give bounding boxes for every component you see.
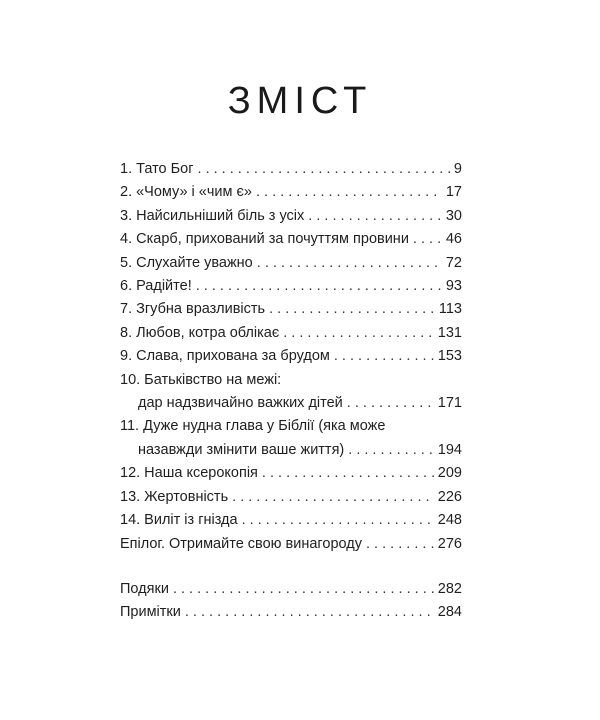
toc-entry-page: 282 <box>437 580 462 597</box>
toc-entry <box>120 275 462 298</box>
toc-entry-title: 9. Слава, прихована за брудом <box>120 348 330 365</box>
toc-entry-title: 14. Виліт із гнізда <box>120 512 238 529</box>
toc-entry <box>120 415 462 462</box>
toc-entry-page: 226 <box>437 488 462 505</box>
dot-leader <box>413 228 442 251</box>
toc-entry <box>120 345 462 368</box>
toc-entry <box>120 298 462 321</box>
toc-entry <box>120 486 462 509</box>
toc-entry-title: 8. Любов, котра облікає <box>120 324 280 341</box>
dot-leader <box>366 533 434 556</box>
toc-entry-title: 10. Батьківство на межі: <box>120 371 282 388</box>
dot-leader <box>196 275 442 298</box>
dot-leader <box>334 345 434 368</box>
toc-entry-title: 6. Радійте! <box>120 278 192 295</box>
dot-leader <box>242 509 434 532</box>
toc-entry <box>120 509 462 532</box>
toc-entry-acknowledgements <box>120 578 462 601</box>
dot-leader <box>256 181 442 204</box>
toc-entry-page: 113 <box>438 301 462 318</box>
toc-entry-page: 46 <box>445 231 462 248</box>
toc-entry <box>120 322 462 345</box>
toc-entry-page: 17 <box>445 184 462 201</box>
toc-entry-title: 13. Жертовність <box>120 488 229 505</box>
toc-title: ЗМІСТ <box>227 80 373 122</box>
toc-entry-page: 171 <box>437 395 462 412</box>
toc-entry <box>120 369 462 416</box>
toc-entry-title: 4. Скарб, прихований за почуттям провини <box>120 231 409 248</box>
toc-entry-title: 3. Найсильніший біль з усіх <box>120 207 305 224</box>
toc-entry <box>120 181 462 204</box>
dot-leader <box>283 322 434 345</box>
toc-entry-title-continuation: назавжди змінити ваше життя) <box>138 441 345 458</box>
toc-entry-title: 2. «Чому» і «чим є» <box>120 184 252 201</box>
toc-list <box>120 158 462 625</box>
dot-leader <box>269 298 435 321</box>
toc-entry-title: 1. Тато Бог <box>120 161 194 177</box>
dot-leader <box>198 158 450 181</box>
toc-entry-title: 7. Згубна вразливість <box>120 301 266 318</box>
section-gap <box>120 556 462 578</box>
dot-leader <box>173 578 434 601</box>
toc-entry-page: 30 <box>445 207 462 224</box>
dot-leader <box>308 205 442 228</box>
dot-leader <box>232 486 434 509</box>
toc-entry-title: 11. Дуже нудна глава у Біблії (яка може <box>120 418 386 435</box>
toc-entry-page: 276 <box>437 535 462 552</box>
toc-entry-page: 72 <box>445 254 462 271</box>
toc-entry-title: Епілог. Отримайте свою винагороду <box>120 535 362 552</box>
toc-entry-page: 248 <box>437 512 462 529</box>
dot-leader <box>347 392 434 415</box>
toc-entry <box>120 158 462 181</box>
toc-entry-page: 131 <box>437 324 462 341</box>
dot-leader <box>185 601 434 624</box>
toc-entry-page: 9 <box>453 161 462 177</box>
toc-entry-notes <box>120 601 462 624</box>
toc-entry-page: 284 <box>437 604 462 621</box>
toc-entry-page: 209 <box>437 465 462 482</box>
toc-entry <box>120 228 462 251</box>
toc-entry-title: 12. Наша ксерокопія <box>120 465 258 482</box>
toc-entry <box>120 252 462 275</box>
dot-leader <box>262 462 434 485</box>
toc-entry-title: Подяки <box>120 580 169 597</box>
toc-entry <box>120 462 462 485</box>
toc-entry-page: 153 <box>437 348 462 365</box>
toc-entry-page: 194 <box>437 441 462 458</box>
dot-leader <box>257 252 442 275</box>
toc-entry-title: Примітки <box>120 604 181 621</box>
toc-entry-page: 93 <box>445 278 462 295</box>
dot-leader <box>348 439 434 462</box>
toc-entry-title-continuation: дар надзвичайно важких дітей <box>138 395 343 412</box>
toc-entry-epilogue <box>120 533 462 556</box>
toc-entry <box>120 205 462 228</box>
toc-entry-title: 5. Слухайте уважно <box>120 254 253 271</box>
